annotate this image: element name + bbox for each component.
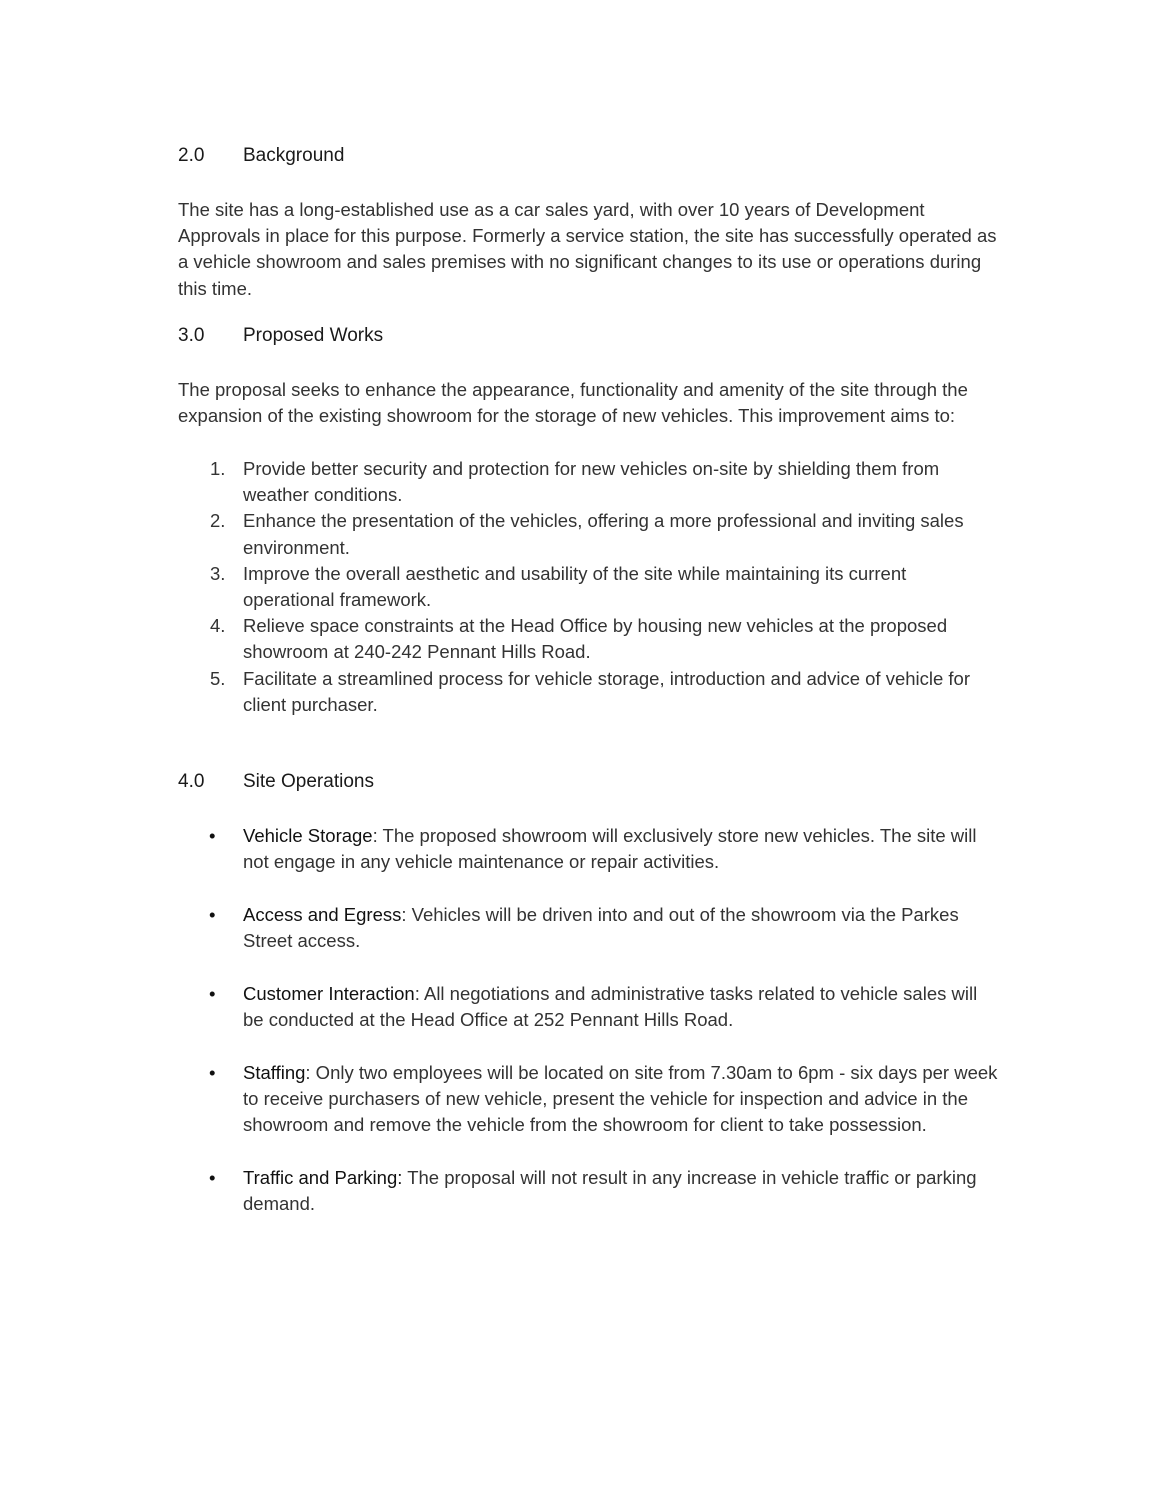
proposed-works-intro: The proposal seeks to enhance the appearance, functionality and amenity of the site through the expansion of the existing showroom for the storage of new vehicles. This improvement aims to: <box>178 379 968 427</box>
item-term: Customer Interaction <box>243 982 415 1004</box>
list-item <box>178 508 998 560</box>
list-marker: 2. <box>210 510 226 532</box>
section-heading-background <box>178 145 344 167</box>
list-item <box>178 613 998 665</box>
item-separator: : <box>372 825 378 846</box>
bullet-icon: • <box>209 903 216 925</box>
site-operations-list <box>178 823 998 1244</box>
item-text: The proposal will not result in any increase in vehicle traffic or parking demand. <box>243 1166 977 1215</box>
list-item <box>178 456 998 508</box>
section-title: Site Operations <box>243 771 374 792</box>
background-paragraph: The site has a long-established use as a car sales yard, with over 10 years of Development Approvals in place for this purpose. Formerly a service station, the site has successfully operated as a vehicle showroom and sales premises with no significant changes to its use or operations during this time. <box>178 199 997 299</box>
list-marker: 4. <box>210 615 226 637</box>
list-marker: 1. <box>210 458 226 479</box>
bullet-icon: • <box>209 1061 216 1083</box>
list-marker: 5. <box>210 667 226 689</box>
proposed-works-list <box>178 456 998 718</box>
list-item <box>178 1060 998 1139</box>
list-marker: 3. <box>210 562 226 584</box>
item-separator: : <box>305 1061 311 1083</box>
item-term: Traffic and Parking: <box>243 1166 403 1188</box>
section-number: 4.0 <box>178 771 205 792</box>
item-term: Vehicle Storage <box>243 825 373 846</box>
item-term: Staffing <box>243 1061 306 1083</box>
list-item <box>178 1165 998 1217</box>
item-text: The proposed showroom will exclusively store new vehicles. The site will not engage in any vehicle maintenance or repair activities. <box>243 825 977 873</box>
item-text: Only two employees will be located on site from 7.30am to 6pm - six days per week to receive purchasers of new vehicle, present the vehicle for inspection and advice in the showroom and remove the vehicle from the showroom for client to take possession. <box>243 1061 998 1136</box>
list-item <box>178 666 998 718</box>
list-item <box>178 981 998 1033</box>
section-title: Background <box>243 145 345 166</box>
section-number: 2.0 <box>178 145 205 166</box>
section-heading-site-operations <box>178 771 374 793</box>
section-title: Proposed Works <box>243 325 384 346</box>
list-item-text: Provide better security and protection for new vehicles on-site by shielding them from weather conditions. <box>243 458 940 506</box>
list-item-text: Relieve space constraints at the Head Office by housing new vehicles at the proposed showroom at 240-242 Pennant Hills Road. <box>243 615 948 663</box>
list-item-text: Improve the overall aesthetic and usability of the site while maintaining its current operational framework. <box>243 562 907 611</box>
item-text: All negotiations and administrative tasks related to vehicle sales will be conducted at the Head Office at 252 Pennant Hills Road. <box>243 982 978 1031</box>
list-item <box>178 561 998 613</box>
item-term: Access and Egress <box>243 903 402 925</box>
bullet-icon: • <box>209 982 216 1004</box>
section-number: 3.0 <box>178 325 205 346</box>
bullet-icon: • <box>209 1166 216 1188</box>
item-separator: : <box>401 903 407 925</box>
list-item <box>178 902 998 954</box>
item-separator: : <box>414 982 420 1004</box>
bullet-icon: • <box>209 825 216 846</box>
section-heading-proposed-works <box>178 325 383 347</box>
item-text: Vehicles will be driven into and out of the showroom via the Parkes Street access. <box>243 903 959 952</box>
list-item-text: Enhance the presentation of the vehicles, offering a more professional and inviting sales environment. <box>243 510 964 558</box>
list-item-text: Facilitate a streamlined process for vehicle storage, introduction and advice of vehicle for client purchaser. <box>243 667 971 715</box>
list-item <box>178 823 998 875</box>
